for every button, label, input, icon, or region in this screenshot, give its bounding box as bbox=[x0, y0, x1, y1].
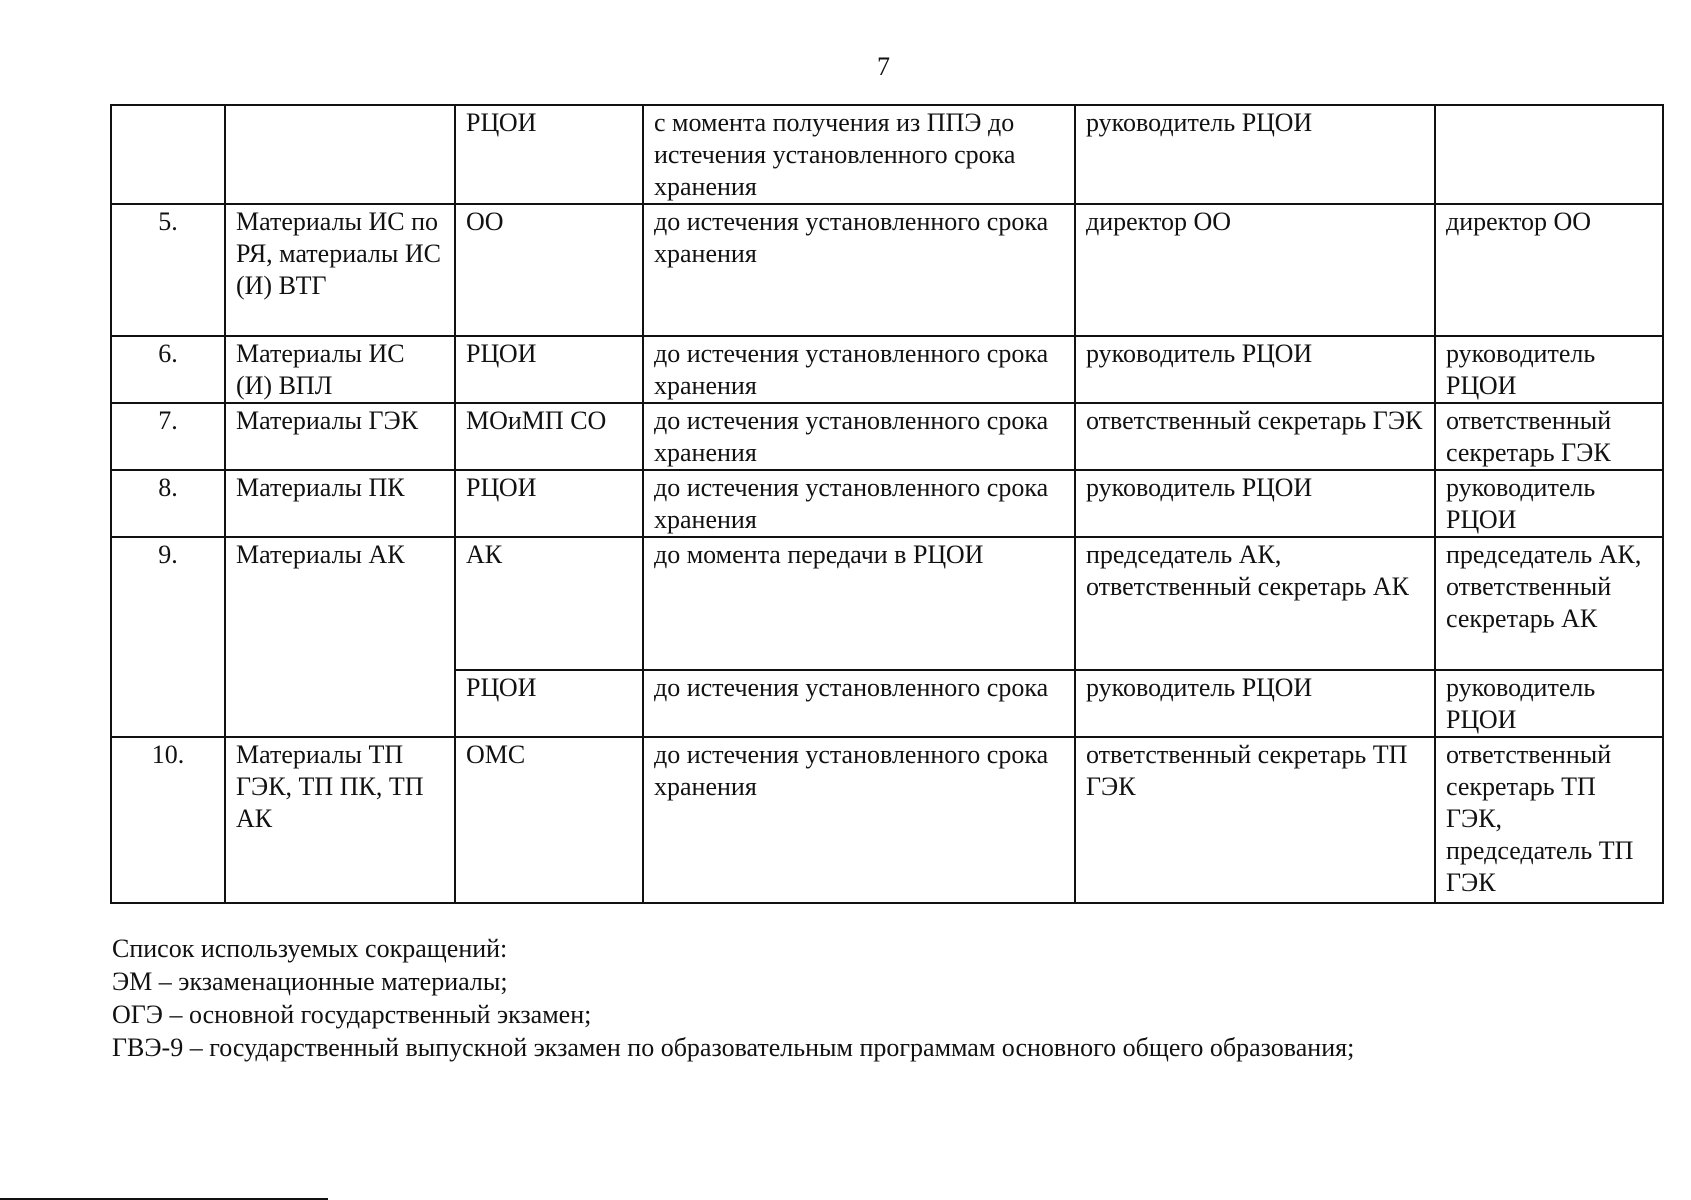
period-cell: до истечения установленного срока хранения bbox=[643, 204, 1075, 336]
table-row bbox=[111, 737, 1663, 903]
location-cell: РЦОИ bbox=[455, 670, 643, 737]
location-cell: РЦОИ bbox=[455, 470, 643, 537]
responsible-cell: директор ОО bbox=[1075, 204, 1435, 336]
table-row bbox=[111, 470, 1663, 537]
row-number: 8. bbox=[111, 470, 225, 537]
row-number: 6. bbox=[111, 336, 225, 403]
abbreviation-item: ГВЭ-9 – государственный выпускной экзамен по образовательным программам основного общего образования; bbox=[112, 1033, 1355, 1062]
signer-cell: руководитель РЦОИ bbox=[1435, 336, 1663, 403]
location-cell: ОО bbox=[455, 204, 643, 336]
material-cell: Материалы ПК bbox=[225, 470, 455, 537]
material-cell: Материалы ИС (И) ВПЛ bbox=[225, 336, 455, 403]
signer-cell: руководитель РЦОИ bbox=[1435, 670, 1663, 737]
signer-cell: председатель АК, ответственный секретарь АК bbox=[1435, 537, 1663, 670]
responsible-cell: ответственный секретарь ТП ГЭК bbox=[1075, 737, 1435, 903]
material-cell: Материалы ТП ГЭК, ТП ПК, ТП АК bbox=[225, 737, 455, 903]
responsible-cell: председатель АК, ответственный секретарь АК bbox=[1075, 537, 1435, 670]
table-row bbox=[111, 537, 1663, 670]
location-cell: РЦОИ bbox=[455, 336, 643, 403]
table-row bbox=[111, 336, 1663, 403]
period-cell: до истечения установленного срока хранения bbox=[643, 470, 1075, 537]
responsible-cell: руководитель РЦОИ bbox=[1075, 336, 1435, 403]
row-number: 7. bbox=[111, 403, 225, 470]
period-cell: до момента передачи в РЦОИ bbox=[643, 537, 1075, 670]
responsible-cell: руководитель РЦОИ bbox=[1075, 470, 1435, 537]
abbreviations-heading: Список используемых сокращений: bbox=[112, 934, 508, 963]
table-row bbox=[111, 105, 1663, 204]
row-number: 9. bbox=[111, 537, 225, 737]
signer-cell: руководитель РЦОИ bbox=[1435, 470, 1663, 537]
row-number: 10. bbox=[111, 737, 225, 903]
table-row bbox=[111, 204, 1663, 336]
responsible-cell: руководитель РЦОИ bbox=[1075, 670, 1435, 737]
signer-cell: ответственный секретарь ГЭК bbox=[1435, 403, 1663, 470]
location-cell: ОМС bbox=[455, 737, 643, 903]
material-cell: Материалы АК bbox=[225, 537, 455, 737]
page-number: 7 bbox=[877, 52, 890, 81]
signer-cell: ответственный секретарь ТП ГЭК, председатель ТП ГЭК bbox=[1435, 737, 1663, 903]
material-cell: Материалы ИС по РЯ, материалы ИС (И) ВТГ bbox=[225, 204, 455, 336]
period-cell: с момента получения из ППЭ до истечения установленного срока хранения bbox=[643, 105, 1075, 204]
storage-table bbox=[110, 104, 1664, 904]
period-cell: до истечения установленного срока хранения bbox=[643, 403, 1075, 470]
location-cell: МОиМП СО bbox=[455, 403, 643, 470]
location-cell: РЦОИ bbox=[455, 105, 643, 204]
period-cell: до истечения установленного срока bbox=[643, 670, 1075, 737]
responsible-cell: руководитель РЦОИ bbox=[1075, 105, 1435, 204]
material-cell bbox=[225, 105, 455, 204]
abbreviation-item: ЭМ – экзаменационные материалы; bbox=[112, 967, 508, 996]
material-cell: Материалы ГЭК bbox=[225, 403, 455, 470]
signer-cell bbox=[1435, 105, 1663, 204]
table-row bbox=[111, 403, 1663, 470]
period-cell: до истечения установленного срока хранения bbox=[643, 336, 1075, 403]
location-cell: АК bbox=[455, 537, 643, 670]
period-cell: до истечения установленного срока хранения bbox=[643, 737, 1075, 903]
abbreviations-list bbox=[112, 932, 1354, 1064]
row-number bbox=[111, 105, 225, 204]
row-number: 5. bbox=[111, 204, 225, 336]
responsible-cell: ответственный секретарь ГЭК bbox=[1075, 403, 1435, 470]
signer-cell: директор ОО bbox=[1435, 204, 1663, 336]
abbreviation-item: ОГЭ – основной государственный экзамен; bbox=[112, 1000, 592, 1029]
